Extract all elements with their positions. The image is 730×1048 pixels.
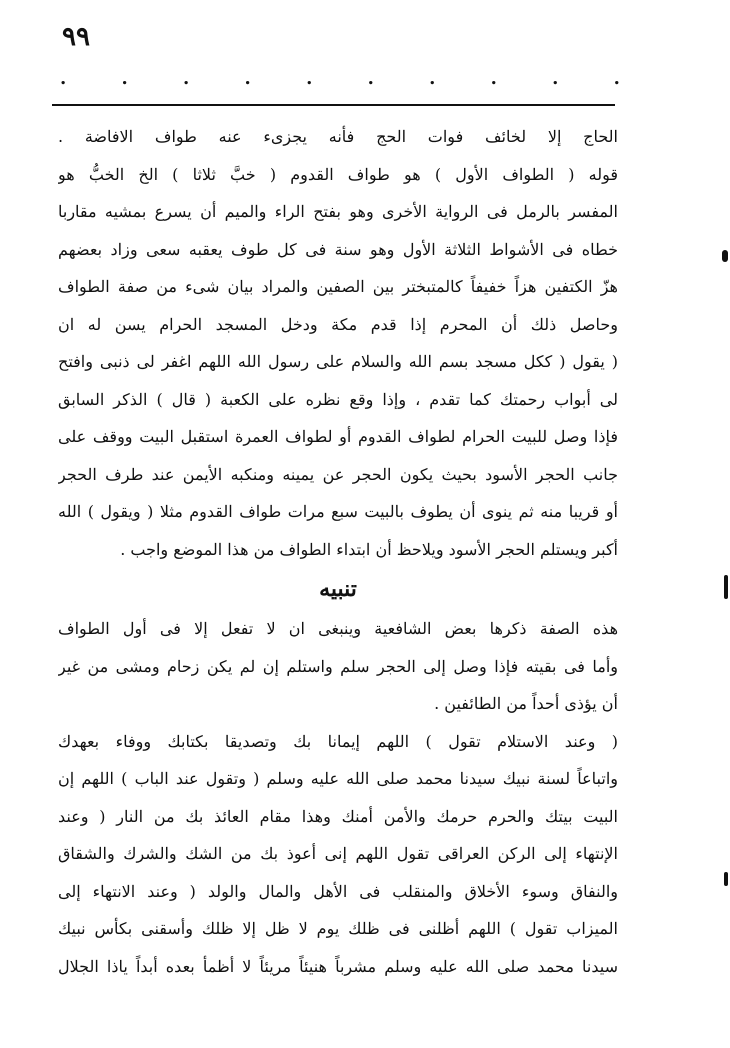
text-line: هذه الصفة ذكرها بعض الشافعية وينبغى ان لا تفعل إلا فى أول الطواف [58, 619, 618, 638]
text-line: الميزاب تقول ) اللهم أظلنى فى ظلك يوم لا ظل إلا ظلك وأسقنى بكأس نبيك [58, 919, 618, 938]
text-line: هزّ الكتفين هزاً خفيفاً كالمتبختر بين الصفين والمراد بيان شىء من صفة الطواف [58, 277, 618, 296]
text-line: أكبر ويستلم الحجر الأسود ويلاحظ أن ابتداء الطواف من هذا الموضع واجب . [120, 539, 618, 559]
dot: . [490, 68, 497, 89]
margin-binding-mark [724, 872, 728, 886]
text-line: والنفاق وسوء الأخلاق والمنقلب فى الأهل والمال والولد ( وعند الانتهاء إلى [58, 881, 618, 901]
margin-binding-mark [722, 250, 728, 262]
body-text [58, 118, 618, 985]
dotted-separator [60, 68, 620, 89]
dot: . [552, 68, 559, 89]
text-line: خطاه فى الأشواط الثلاثة الأول وهو سنة فى كل طوف يعقبه سعى وزاد بعضهم [58, 239, 618, 259]
text-line: وأما فى بقيته فإذا وصل إلى الحجر سلم واستلم إن لم يكن زحام ومشى من غير [58, 656, 618, 676]
text-line: الإنتهاء إلى الركن العراقى تقول اللهم إنى أعوذ بك من الشك والشرك والشقاق [58, 844, 618, 863]
header-rule [52, 104, 615, 106]
text-line: الحاج إلا لخائف فوات الحج فأنه يجزىء عنه طواف الافاضة . [58, 127, 618, 146]
text-line: البيت بيتك والحرم حرمك والأمن أمنك وهذا مقام العائذ بك من النار ( وعند [58, 806, 618, 826]
dot: . [183, 68, 190, 89]
dot: . [613, 68, 620, 89]
dot: . [306, 68, 313, 89]
dot: . [60, 68, 67, 89]
text-line: فإذا وصل للبيت الحرام لطواف القدوم أو لطواف العمرة استقبل البيت ووقف على [58, 427, 618, 446]
section-heading: تنبيه [319, 576, 357, 602]
dot: . [244, 68, 251, 89]
text-line: لى أبواب رحمتك كما تقدم ، وإذا وقع نظره على الكعبة ( قال ) الذكر السابق [58, 389, 618, 409]
dot: . [367, 68, 374, 89]
text-line: جانب الحجر الأسود بحيث يكون الحجر عن يمينه ومنكبه الأيمن عند طرف الحجر [58, 464, 618, 484]
page-number: ٩٩ [62, 22, 90, 52]
text-line: سيدنا محمد صلى الله عليه وسلم مشرباً هنيئاً مريئاً لا أظمأ بعده أبداً ياذا الجلال [58, 956, 618, 976]
text-line: ( وعند الاستلام تقول ) اللهم إيمانا بك وتصديقا بكتابك ووفاء بعهدك [58, 731, 618, 751]
text-line: أو قريبا منه ثم ينوى أن يطوف بالبيت سبع مرات طواف القدوم مثلا ( ويقول ) الله [58, 502, 618, 521]
text-line: أن يؤذى أحداً من الطائفين . [434, 694, 618, 713]
margin-binding-mark [724, 575, 728, 599]
dot: . [121, 68, 128, 89]
text-line: وحاصل ذلك أن المحرم إذا قدم مكة ودخل المسجد الحرام يسن له ان [58, 314, 618, 334]
text-line: واتباعاً لسنة نبيك سيدنا محمد صلى الله عليه وسلم ( وتقول عند الباب ) اللهم إن [58, 769, 618, 788]
text-line: المفسر بالرمل فى الرواية الأخرى وهو بفتح الراء والميم أن يسرع بمشيه مقاربا [58, 202, 618, 221]
text-line: ( يقول ( ككل مسجد بسم الله والسلام على رسول الله اللهم اغفر لى ذنبى وافتح [58, 352, 618, 371]
dot: . [429, 68, 436, 89]
text-line: قوله ( الطواف الأول ) هو طواف القدوم ( خبَّ ثلاثا ) الخ الخبُّ هو [58, 164, 618, 184]
